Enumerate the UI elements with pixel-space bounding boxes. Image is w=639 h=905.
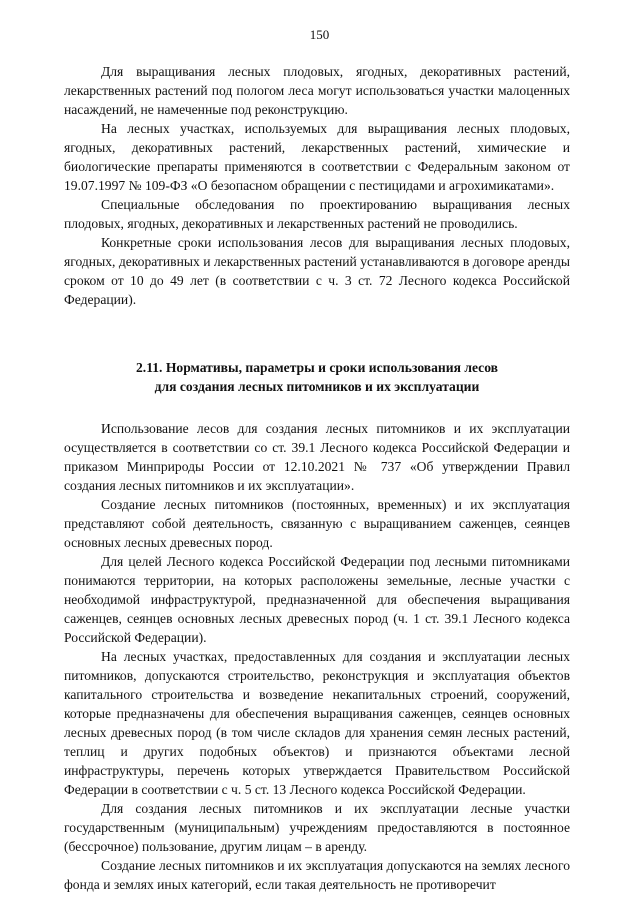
paragraph: На лесных участках, предоставленных для создания и эксплуатации лесных питомников, допускаются строительство, реконструкция и эксплуатация объектов капитального строительства и возведение некапитальных строений, сооружений, которые предназначены для обеспечения выращивания саженцев, сеянцев основных лесных древесных пород (в том числе складов для хранения семян лесных растений, теплиц и других подобных объектов) и признаются объектами лесной инфраструктуры, перечень которых утверждается Правительством Российской Федерации в соответствии с ч. 5 ст. 13 Лесного кодекса Российской Федерации. <box>64 649 570 797</box>
paragraph: На лесных участках, используемых для выращивания лесных плодовых, ягодных, декоративных растений, лекарственных растений, химические и биологические препараты применяются в соответствии с Федеральным законом от 19.07.1997 № 109-ФЗ «О безопасном обращении с пестицидами и агрохимикатами». <box>64 121 570 193</box>
section-gap <box>64 309 570 358</box>
paragraph: Создание лесных питомников и их эксплуатация допускаются на землях лесного фонда и землях иных категорий, если такая деятельность не противоречит <box>64 858 570 892</box>
paragraph: Для выращивания лесных плодовых, ягодных, декоративных растений, лекарственных растений под пологом леса могут использоваться участки малоценных насаждений, не намеченные под реконструкцию. <box>64 64 570 117</box>
paragraph: Конкретные сроки использования лесов для выращивания лесных плодовых, ягодных, декоративных и лекарственных растений устанавливаются в договоре аренды сроком от 10 до 49 лет (в соответствии с ч. 3 ст. 72 Лесного кодекса Российской Федерации). <box>64 235 570 307</box>
paragraph: Создание лесных питомников (постоянных, временных) и их эксплуатация представляют собой деятельность, связанную с выращиванием саженцев, сеянцев основных лесных древесных пород. <box>64 497 570 550</box>
page-number: 150 <box>309 27 330 42</box>
paragraph: Специальные обследования по проектированию выращивания лесных плодовых, ягодных, декоративных и лекарственных растений не проводились. <box>64 197 570 231</box>
section-heading-line: 2.11. Нормативы, параметры и сроки использования лесов <box>136 360 498 375</box>
section-gap <box>64 396 570 419</box>
paragraph: Для создания лесных питомников и их эксплуатации лесные участки государственным (муниципальным) учреждениям предоставляются в постоянное (бессрочное) пользование, другим лицам – в аренду. <box>64 801 570 854</box>
page-content <box>64 62 570 894</box>
section-heading-line: для создания лесных питомников и их эксплуатации <box>154 379 480 394</box>
section-heading <box>64 358 570 396</box>
paragraph: Для целей Лесного кодекса Российской Федерации под лесными питомниками понимаются территории, на которых расположены земельные, лесные участки с необходимой инфраструктурой, предназначенной для обеспечения выращивания саженцев, сеянцев основных лесных древесных пород (ч. 1 ст. 39.1 Лесного кодекса Российской Федерации). <box>64 554 570 645</box>
paragraph: Использование лесов для создания лесных питомников и их эксплуатации осуществляется в соответствии со ст. 39.1 Лесного кодекса Российской Федерации и приказом Минприроды России от 12.10.2021 № 737 «Об утверждении Правил создания лесных питомников и их эксплуатации». <box>64 421 570 493</box>
